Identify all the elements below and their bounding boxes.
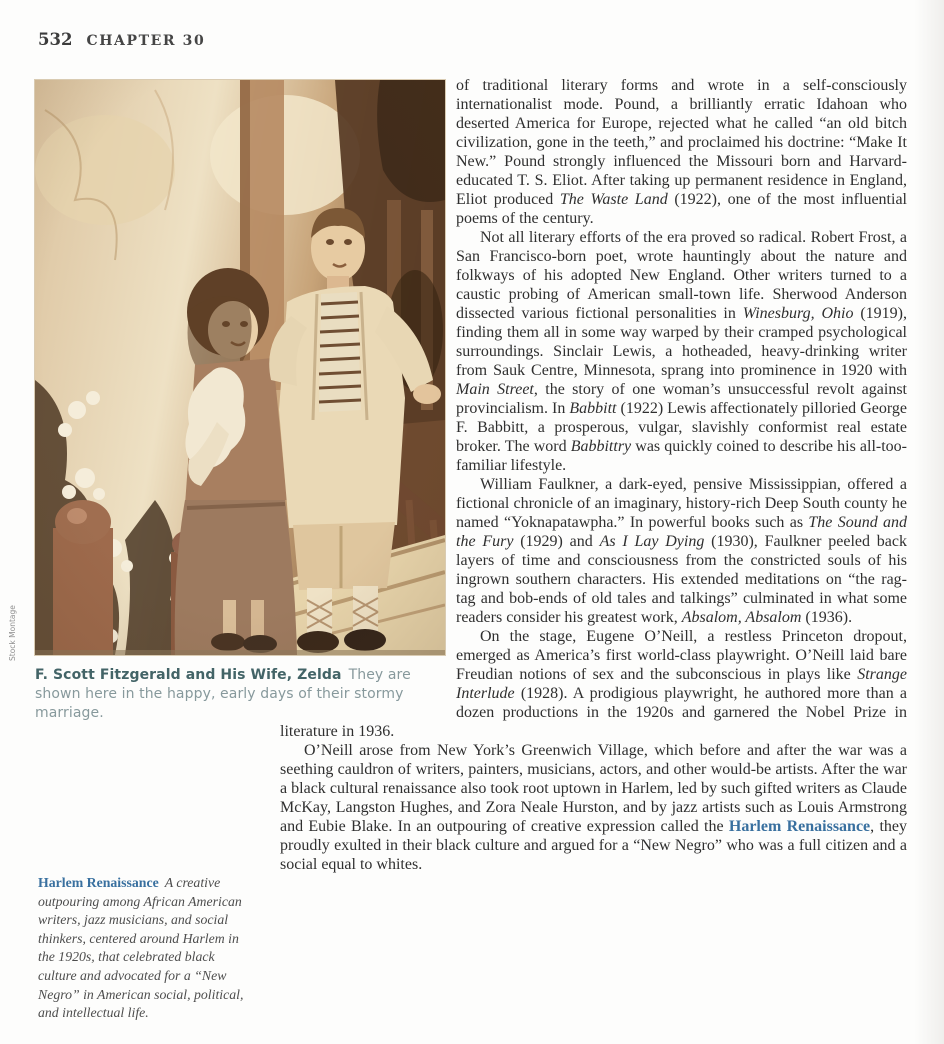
- paragraph: Not all literary efforts of the era proved so radical. Robert Frost, a San Francisco-born poet, wrote hauntingly about the nature and folkways of his adopted New England. Other writers turned to a caustic probing of American small-town life. Sherwood Anderson dissected various fictional personalities in Winesburg, Ohio (1919), finding them all in some way warped by their cramped psychological surroundings. Sinclair Lewis, a hotheaded, heavy-drinking writer from Sauk Centre, Minnesota, sprang into prominence in 1920 with Main Street, the story of one woman’s unsuccessful revolt against provincialism. In Babbitt (1922) Lewis affectionately pilloried George F. Babbitt, a prosperous, vulgar, slavishly conformist real estate broker. The word Babbittry was quickly coined to describe his all-too-familiar lifestyle.: [456, 229, 908, 474]
- caption-title: F. Scott Fitzgerald and His Wife, Zelda: [35, 667, 342, 683]
- chapter-label: CHAPTER 30: [86, 33, 206, 49]
- margin-note-harlem-renaissance: [38, 874, 252, 1023]
- caption-text: They are shown here in the happy, early days of their stormy marriage.: [35, 667, 411, 721]
- photo-credit: Stock Montage: [8, 605, 17, 661]
- photo-fitzgerald-zelda: [35, 80, 445, 655]
- photo-block: [8, 76, 456, 721]
- paragraph: On the stage, Eugene O’Neill, a restless Princeton dropout, emerged as America’s first world-class playwright. O’Neill laid bare Freudian notions of sex and the subconscious in plays like Strange Interlude (1928). A prodigious playwright, he authored more than a dozen productions in the 1920s and garnered the Nobel Prize in literature in 1936.: [280, 628, 907, 740]
- page-header: [38, 30, 205, 50]
- photo-figure: [8, 80, 445, 723]
- margin-definition: A creative outpouring among African American writers, jazz musicians, and social thinkers, centered around Harlem in the 1920s, that celebrated black culture and advocated for a “New Negro” in American social, political, and intellectual life.: [38, 875, 244, 1021]
- paragraph: O’Neill arose from New York’s Greenwich Village, which before and after the war was a seething cauldron of writers, painters, musicians, actors, and other would-be artists. After the war a black cultural renaissance also took root uptown in Harlem, led by such gifted writers as Claude McKay, Langston Hughes, and Zora Neale Hurston, and by jazz artists such as Louis Armstrong and Eubie Blake. In an outpouring of creative expression called the Harlem Renaissance, they proudly exulted in their black culture and argued for a “New Negro” who was a full citizen and a social equal to whites.: [280, 742, 908, 873]
- key-term-harlem-renaissance: Harlem Renaissance: [728, 818, 871, 835]
- paragraph: William Faulkner, a dark-eyed, pensive Mississippian, offered a fictional chronicle of an imaginary, history-rich Deep South county he named “Yoknapatawpha.” In powerful books such as The Sound and the Fury (1929) and As I Lay Dying (1930), Faulkner peeled back layers of time and consciousness from the constricted souls of his ingrown southern characters. His extended meditations on “the rag-tag and bob-ends of old tales and talkings” culminated in what some readers consider his greatest work, Absalom, Absalom (1936).: [456, 476, 907, 626]
- paragraph: of traditional literary forms and wrote in a self-consciously internationalist mode. Pound, a brilliantly erratic Idahoan who deserted America for Europe, rejected what he called “an old bitch civilization, gone in the teeth,” and proclaimed his doctrine: “Make It New.” Pound strongly influenced the Missouri born and Harvard-educated T. S. Eliot. After taking up permanent residence in England, Eliot produced The Waste Land (1922), one of the most influential poems of the century.: [456, 77, 907, 227]
- photo-caption: [35, 666, 445, 723]
- page-number: 532: [38, 30, 73, 49]
- margin-term: Harlem Renaissance: [38, 875, 159, 890]
- body-text: [8, 76, 908, 874]
